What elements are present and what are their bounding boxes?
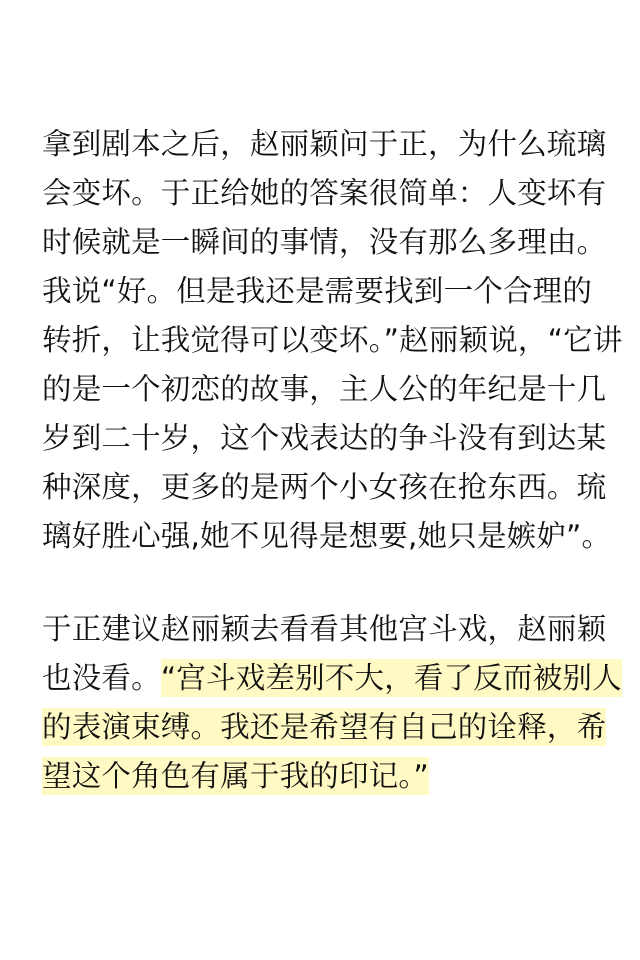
- text-line: [42, 752, 602, 801]
- text-line: 转折，让我觉得可以变坏。”赵丽颖说，“它讲: [42, 323, 623, 357]
- text-line: 种深度，更多的是两个小女孩在抢东西。琉: [42, 470, 607, 504]
- paragraph-1: [42, 120, 623, 561]
- text-line: 的是一个初恋的故事，主人公的年纪是十几: [42, 372, 607, 406]
- text-line: 岁到二十岁，这个戏表达的争斗没有到达某: [42, 421, 607, 455]
- text-line: 会变坏。于正给她的答案很简单：人变坏有: [42, 176, 607, 210]
- text-line: 拿到剧本之后，赵丽颖问于正，为什么琉璃: [42, 127, 607, 161]
- text-line: 璃好胜心强,她不见得是想要,她只是嫉妒”。: [42, 519, 612, 553]
- text-line: [42, 703, 607, 752]
- text-line: [42, 654, 622, 703]
- text-line: 我说“好。但是我还是需要找到一个合理的: [42, 274, 593, 308]
- highlighted-quote: 的表演束缚。我还是希望有自己的诠释，希: [42, 710, 607, 744]
- paragraph-2: [42, 605, 622, 801]
- text-line: 时候就是一瞬间的事情，没有那么多理由。: [42, 225, 607, 259]
- highlighted-quote: “宫斗戏差别不大，看了反而被别人: [160, 661, 622, 695]
- plain-text: 也没看。: [42, 661, 161, 695]
- highlighted-quote: 望这个角色有属于我的印记。”: [42, 759, 429, 793]
- text-line: 于正建议赵丽颖去看看其他宫斗戏，赵丽颖: [42, 612, 607, 646]
- paragraph-gap: [42, 561, 602, 605]
- article-body: [42, 120, 623, 801]
